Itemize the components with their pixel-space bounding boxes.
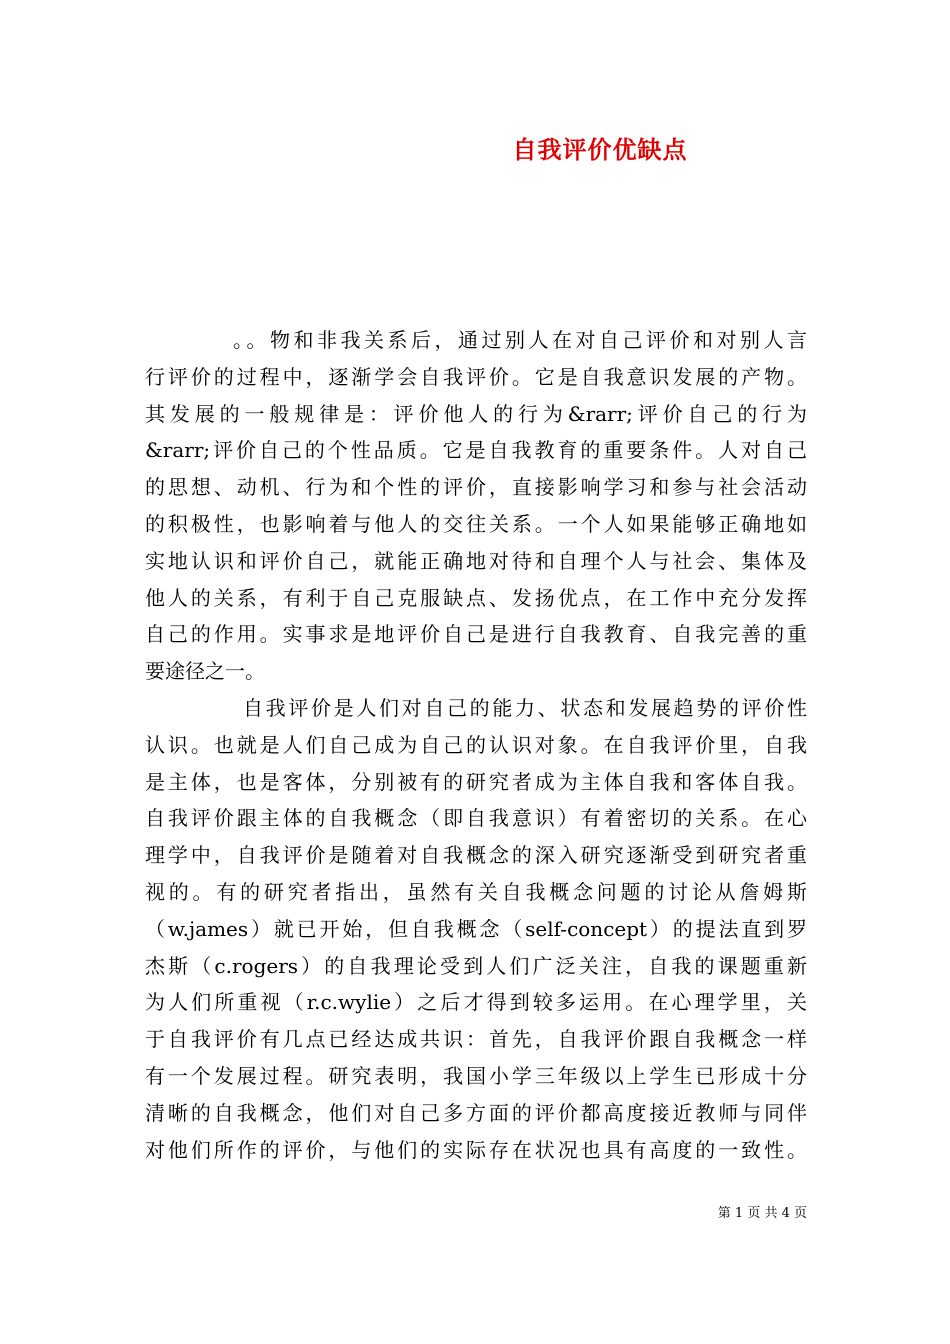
text-line: 于自我评价有几点已经达成共识：首先，自我评价跟自我概念一样	[145, 1027, 807, 1052]
text-line: 为人们所重视（r.c.wylie）之后才得到较多运用。在心理学里，关	[145, 990, 807, 1015]
text-line: 杰斯（c.rogers）的自我理论受到人们广泛关注，自我的课题重新	[145, 953, 807, 978]
text-line: 自我评价是人们对自己的能力、状态和发展趋势的评价性	[243, 695, 807, 720]
text-line: 的积极性，也影响着与他人的交往关系。一个人如果能够正确地如	[145, 511, 807, 536]
text-line: 行评价的过程中，逐渐学会自我评价。它是自我意识发展的产物。	[145, 364, 807, 389]
text-line: 是主体，也是客体，分别被有的研究者成为主体自我和客体自我。	[145, 769, 807, 794]
text-line: 理学中，自我评价是随着对自我概念的深入研究逐渐受到研究者重	[145, 843, 807, 868]
text-line: 其发展的一般规律是：评价他人的行为&rarr;评价自己的行为	[145, 401, 807, 426]
text-line: 实地认识和评价自己，就能正确地对待和自理个人与社会、集体及	[145, 548, 807, 573]
text-line: 视的。有的研究者指出，虽然有关自我概念问题的讨论从詹姆斯	[145, 879, 807, 904]
text-line: 对他们所作的评价，与他们的实际存在状况也具有高度的一致性。	[145, 1137, 807, 1162]
text-line: 。。物和非我关系后，通过别人在对自己评价和对别人言	[233, 328, 807, 352]
text-line: （w.james）就已开始，但自我概念（self-concept）的提法直到罗	[145, 916, 807, 941]
text-line: 的思想、动机、行为和个性的评价，直接影响学习和参与社会活动	[145, 475, 807, 500]
text-line: &rarr;评价自己的个性品质。它是自我教育的重要条件。人对自己	[145, 438, 807, 463]
text-line: 自己的作用。实事求是地评价自己是进行自我教育、自我完善的重	[145, 622, 807, 647]
text-line: 要途径之一。	[145, 659, 265, 684]
text-line: 他人的关系，有利于自己克服缺点、发扬优点，在工作中充分发挥	[145, 585, 807, 610]
paragraph-1	[145, 322, 807, 690]
text-line: 清晰的自我概念，他们对自己多方面的评价都高度接近教师与同伴	[145, 1100, 807, 1125]
page-number: 第 1 页 共 4 页	[717, 1206, 807, 1221]
text-line: 认识。也就是人们自己成为自己的认识对象。在自我评价里，自我	[145, 732, 807, 757]
text-line: 自我评价跟主体的自我概念（即自我意识）有着密切的关系。在心	[145, 806, 807, 831]
document-body	[145, 322, 807, 1168]
document-title: 自我评价优缺点	[512, 136, 688, 164]
text-line: 有一个发展过程。研究表明，我国小学三年级以上学生已形成十分	[145, 1063, 807, 1088]
paragraph-2	[145, 690, 807, 1168]
